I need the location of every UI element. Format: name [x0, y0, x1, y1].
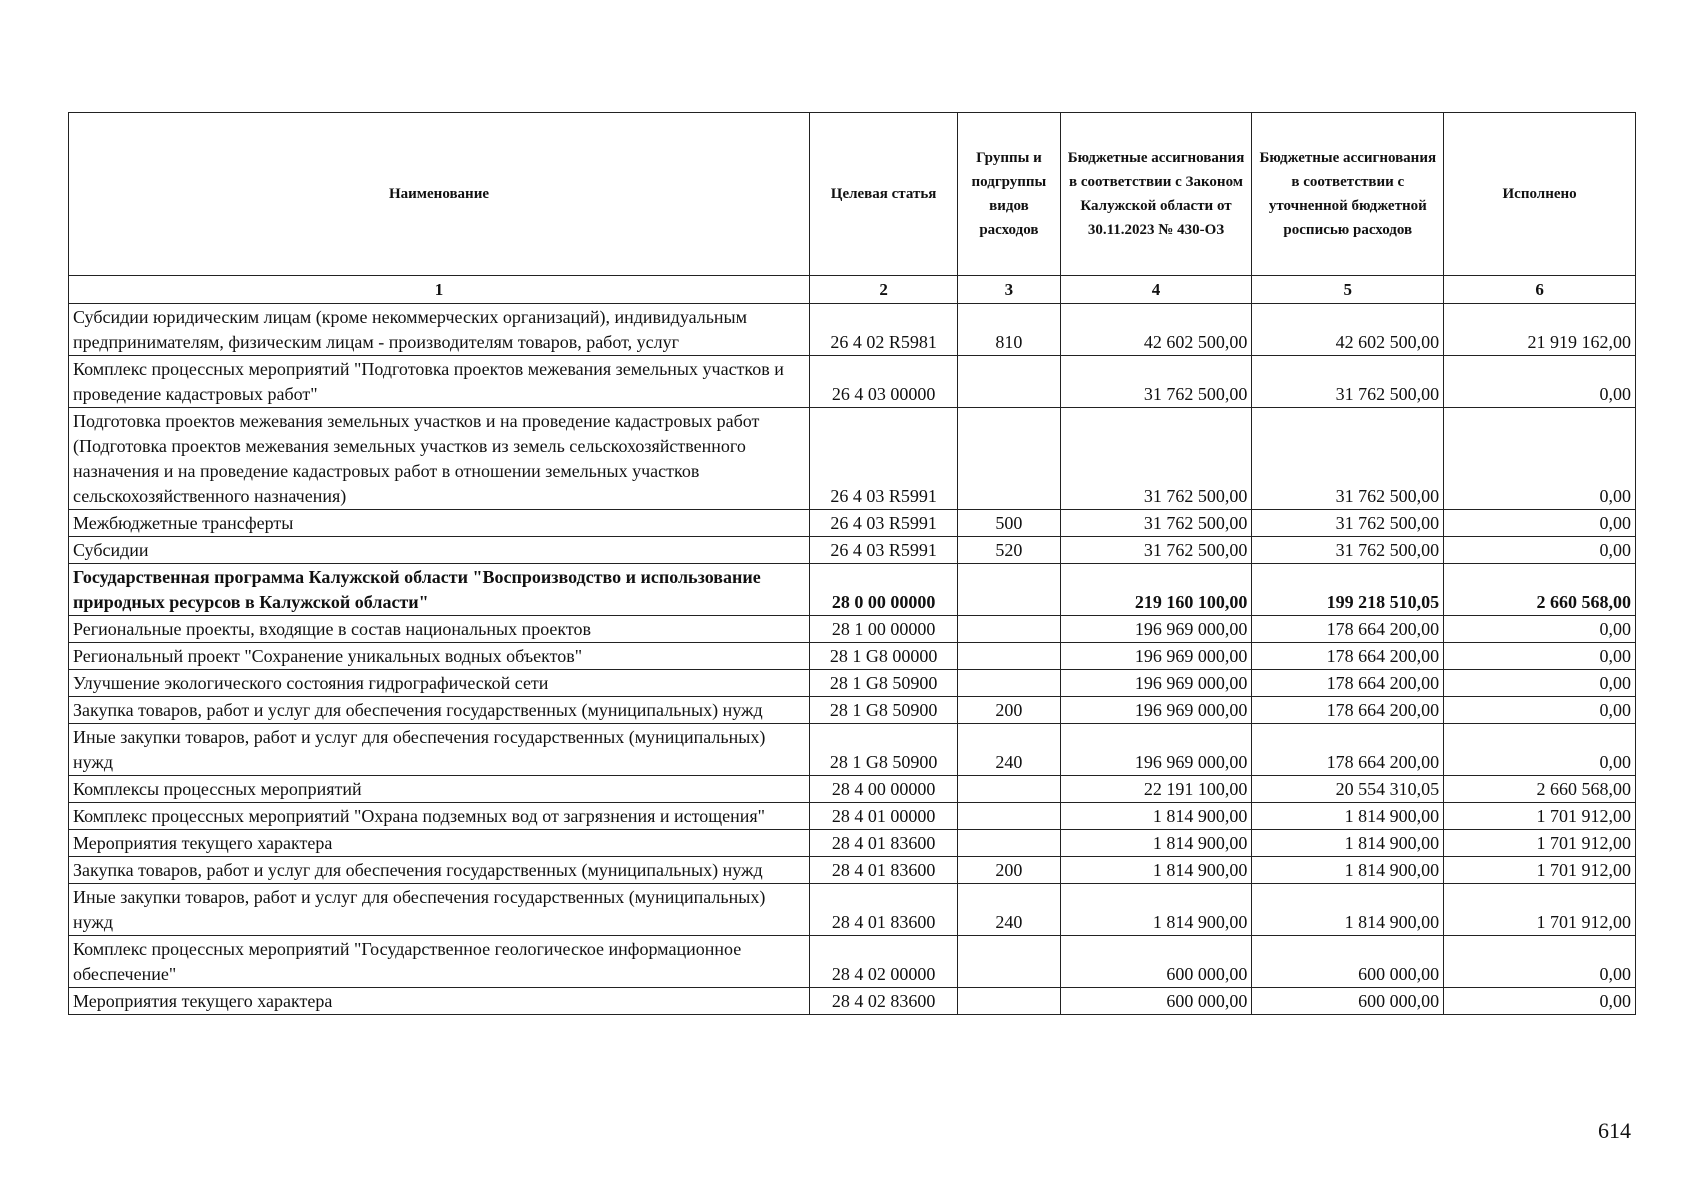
table-row	[69, 724, 1636, 776]
row-name: Комплексы процессных мероприятий	[69, 776, 810, 803]
header-law-appropriations: Бюджетные ассигнования в соответствии с Законом Калужской области от 30.11.2023 № 430-ОЗ	[1060, 113, 1252, 276]
row-refined-amount: 31 762 500,00	[1252, 537, 1444, 564]
row-expense-group	[958, 356, 1060, 408]
table-row	[69, 936, 1636, 988]
row-name: Комплекс процессных мероприятий "Государственное геологическое информационное обеспечение"	[69, 936, 810, 988]
row-executed-amount: 0,00	[1444, 616, 1636, 643]
row-expense-group: 520	[958, 537, 1060, 564]
row-target-article: 28 4 00 00000	[810, 776, 958, 803]
row-name: Иные закупки товаров, работ и услуг для обеспечения государственных (муниципальных) нужд	[69, 884, 810, 936]
column-number: 6	[1444, 276, 1636, 304]
row-name: Комплекс процессных мероприятий "Подготовка проектов межевания земельных участков и проведение кадастровых работ"	[69, 356, 810, 408]
row-expense-group: 240	[958, 884, 1060, 936]
row-refined-amount: 1 814 900,00	[1252, 884, 1444, 936]
row-executed-amount: 0,00	[1444, 988, 1636, 1015]
row-refined-amount: 178 664 200,00	[1252, 697, 1444, 724]
column-number: 5	[1252, 276, 1444, 304]
column-number: 2	[810, 276, 958, 304]
row-executed-amount: 2 660 568,00	[1444, 776, 1636, 803]
row-target-article: 28 4 02 83600	[810, 988, 958, 1015]
row-executed-amount: 1 701 912,00	[1444, 803, 1636, 830]
row-target-article: 28 1 G8 50900	[810, 724, 958, 776]
row-expense-group: 200	[958, 857, 1060, 884]
row-name: Улучшение экологического состояния гидрографической сети	[69, 670, 810, 697]
row-law-amount: 1 814 900,00	[1060, 830, 1252, 857]
row-refined-amount: 178 664 200,00	[1252, 616, 1444, 643]
row-target-article: 28 4 02 00000	[810, 936, 958, 988]
column-number: 1	[69, 276, 810, 304]
row-expense-group: 810	[958, 304, 1060, 356]
table-row	[69, 670, 1636, 697]
header-executed: Исполнено	[1444, 113, 1636, 276]
row-expense-group: 500	[958, 510, 1060, 537]
row-law-amount: 22 191 100,00	[1060, 776, 1252, 803]
table-row	[69, 697, 1636, 724]
column-number: 4	[1060, 276, 1252, 304]
table-row	[69, 830, 1636, 857]
header-expense-groups: Группы и подгруппы видов расходов	[958, 113, 1060, 276]
row-law-amount: 31 762 500,00	[1060, 408, 1252, 510]
table-row	[69, 776, 1636, 803]
row-name: Государственная программа Калужской области "Воспроизводство и использование природных ресурсов в Калужской области"	[69, 564, 810, 616]
row-name: Закупка товаров, работ и услуг для обеспечения государственных (муниципальных) нужд	[69, 857, 810, 884]
row-law-amount: 1 814 900,00	[1060, 884, 1252, 936]
row-expense-group	[958, 616, 1060, 643]
row-target-article: 28 4 01 83600	[810, 830, 958, 857]
row-name: Комплекс процессных мероприятий "Охрана подземных вод от загрязнения и истощения"	[69, 803, 810, 830]
row-refined-amount: 31 762 500,00	[1252, 510, 1444, 537]
row-executed-amount: 21 919 162,00	[1444, 304, 1636, 356]
budget-table	[68, 112, 1636, 1015]
row-refined-amount: 31 762 500,00	[1252, 408, 1444, 510]
header-name: Наименование	[69, 113, 810, 276]
row-name: Подготовка проектов межевания земельных участков и на проведение кадастровых работ (Подготовка проектов межевания земельных участков из земель сельскохозяйственного назначения и на проведение кадастровых работ в отношении земельных участков сельскохозяйственного назначения)	[69, 408, 810, 510]
row-expense-group	[958, 670, 1060, 697]
row-expense-group	[958, 830, 1060, 857]
table-row	[69, 564, 1636, 616]
row-executed-amount: 2 660 568,00	[1444, 564, 1636, 616]
row-name: Мероприятия текущего характера	[69, 988, 810, 1015]
row-name: Мероприятия текущего характера	[69, 830, 810, 857]
row-name: Закупка товаров, работ и услуг для обеспечения государственных (муниципальных) нужд	[69, 697, 810, 724]
table-row	[69, 304, 1636, 356]
row-refined-amount: 178 664 200,00	[1252, 724, 1444, 776]
row-executed-amount: 0,00	[1444, 670, 1636, 697]
table-row	[69, 356, 1636, 408]
row-expense-group	[958, 803, 1060, 830]
row-refined-amount: 1 814 900,00	[1252, 857, 1444, 884]
row-law-amount: 196 969 000,00	[1060, 670, 1252, 697]
row-law-amount: 31 762 500,00	[1060, 537, 1252, 564]
row-name: Субсидии юридическим лицам (кроме некоммерческих организаций), индивидуальным предпринимателям, физическим лицам - производителям товаров, работ, услуг	[69, 304, 810, 356]
row-executed-amount: 0,00	[1444, 697, 1636, 724]
row-target-article: 28 1 G8 50900	[810, 697, 958, 724]
row-law-amount: 1 814 900,00	[1060, 857, 1252, 884]
row-name: Межбюджетные трансферты	[69, 510, 810, 537]
column-number: 3	[958, 276, 1060, 304]
row-law-amount: 196 969 000,00	[1060, 616, 1252, 643]
row-law-amount: 31 762 500,00	[1060, 510, 1252, 537]
row-law-amount: 196 969 000,00	[1060, 724, 1252, 776]
row-expense-group	[958, 643, 1060, 670]
table-row	[69, 803, 1636, 830]
row-target-article: 28 0 00 00000	[810, 564, 958, 616]
row-expense-group: 200	[958, 697, 1060, 724]
row-law-amount: 196 969 000,00	[1060, 643, 1252, 670]
row-target-article: 26 4 03 R5991	[810, 408, 958, 510]
table-body	[69, 304, 1636, 1015]
row-expense-group	[958, 564, 1060, 616]
row-expense-group	[958, 408, 1060, 510]
table-row	[69, 643, 1636, 670]
row-refined-amount: 1 814 900,00	[1252, 803, 1444, 830]
row-name: Иные закупки товаров, работ и услуг для обеспечения государственных (муниципальных) нужд	[69, 724, 810, 776]
row-target-article: 26 4 03 R5991	[810, 510, 958, 537]
table-row	[69, 537, 1636, 564]
row-law-amount: 600 000,00	[1060, 936, 1252, 988]
table-row	[69, 988, 1636, 1015]
row-law-amount: 196 969 000,00	[1060, 697, 1252, 724]
row-executed-amount: 0,00	[1444, 510, 1636, 537]
row-executed-amount: 0,00	[1444, 724, 1636, 776]
row-executed-amount: 0,00	[1444, 537, 1636, 564]
row-target-article: 28 4 01 83600	[810, 884, 958, 936]
table-row	[69, 510, 1636, 537]
row-refined-amount: 42 602 500,00	[1252, 304, 1444, 356]
row-target-article: 26 4 02 R5981	[810, 304, 958, 356]
table-row	[69, 408, 1636, 510]
row-name: Региональные проекты, входящие в состав национальных проектов	[69, 616, 810, 643]
row-law-amount: 600 000,00	[1060, 988, 1252, 1015]
header-row	[69, 113, 1636, 276]
row-refined-amount: 1 814 900,00	[1252, 830, 1444, 857]
row-executed-amount: 1 701 912,00	[1444, 830, 1636, 857]
row-refined-amount: 600 000,00	[1252, 988, 1444, 1015]
budget-table-sheet	[68, 112, 1636, 1015]
row-refined-amount: 178 664 200,00	[1252, 643, 1444, 670]
row-refined-amount: 20 554 310,05	[1252, 776, 1444, 803]
row-executed-amount: 0,00	[1444, 408, 1636, 510]
row-refined-amount: 199 218 510,05	[1252, 564, 1444, 616]
row-target-article: 28 4 01 83600	[810, 857, 958, 884]
row-target-article: 26 4 03 00000	[810, 356, 958, 408]
row-expense-group	[958, 776, 1060, 803]
row-target-article: 26 4 03 R5991	[810, 537, 958, 564]
row-executed-amount: 1 701 912,00	[1444, 857, 1636, 884]
table-row	[69, 857, 1636, 884]
row-law-amount: 31 762 500,00	[1060, 356, 1252, 408]
header-refined-appropriations: Бюджетные ассигнования в соответствии с уточненной бюджетной росписью расходов	[1252, 113, 1444, 276]
row-expense-group	[958, 936, 1060, 988]
row-name: Субсидии	[69, 537, 810, 564]
row-target-article: 28 1 00 00000	[810, 616, 958, 643]
row-law-amount: 42 602 500,00	[1060, 304, 1252, 356]
table-row	[69, 616, 1636, 643]
row-law-amount: 1 814 900,00	[1060, 803, 1252, 830]
page-number: 614	[1598, 1118, 1631, 1143]
table-header	[69, 113, 1636, 304]
row-executed-amount: 0,00	[1444, 936, 1636, 988]
row-target-article: 28 1 G8 00000	[810, 643, 958, 670]
row-law-amount: 219 160 100,00	[1060, 564, 1252, 616]
row-executed-amount: 0,00	[1444, 356, 1636, 408]
row-target-article: 28 1 G8 50900	[810, 670, 958, 697]
row-expense-group: 240	[958, 724, 1060, 776]
header-target-article: Целевая статья	[810, 113, 958, 276]
row-target-article: 28 4 01 00000	[810, 803, 958, 830]
row-refined-amount: 178 664 200,00	[1252, 670, 1444, 697]
row-expense-group	[958, 988, 1060, 1015]
row-executed-amount: 1 701 912,00	[1444, 884, 1636, 936]
column-number-row	[69, 276, 1636, 304]
row-refined-amount: 31 762 500,00	[1252, 356, 1444, 408]
table-row	[69, 884, 1636, 936]
row-name: Региональный проект "Сохранение уникальных водных объектов"	[69, 643, 810, 670]
row-refined-amount: 600 000,00	[1252, 936, 1444, 988]
row-executed-amount: 0,00	[1444, 643, 1636, 670]
